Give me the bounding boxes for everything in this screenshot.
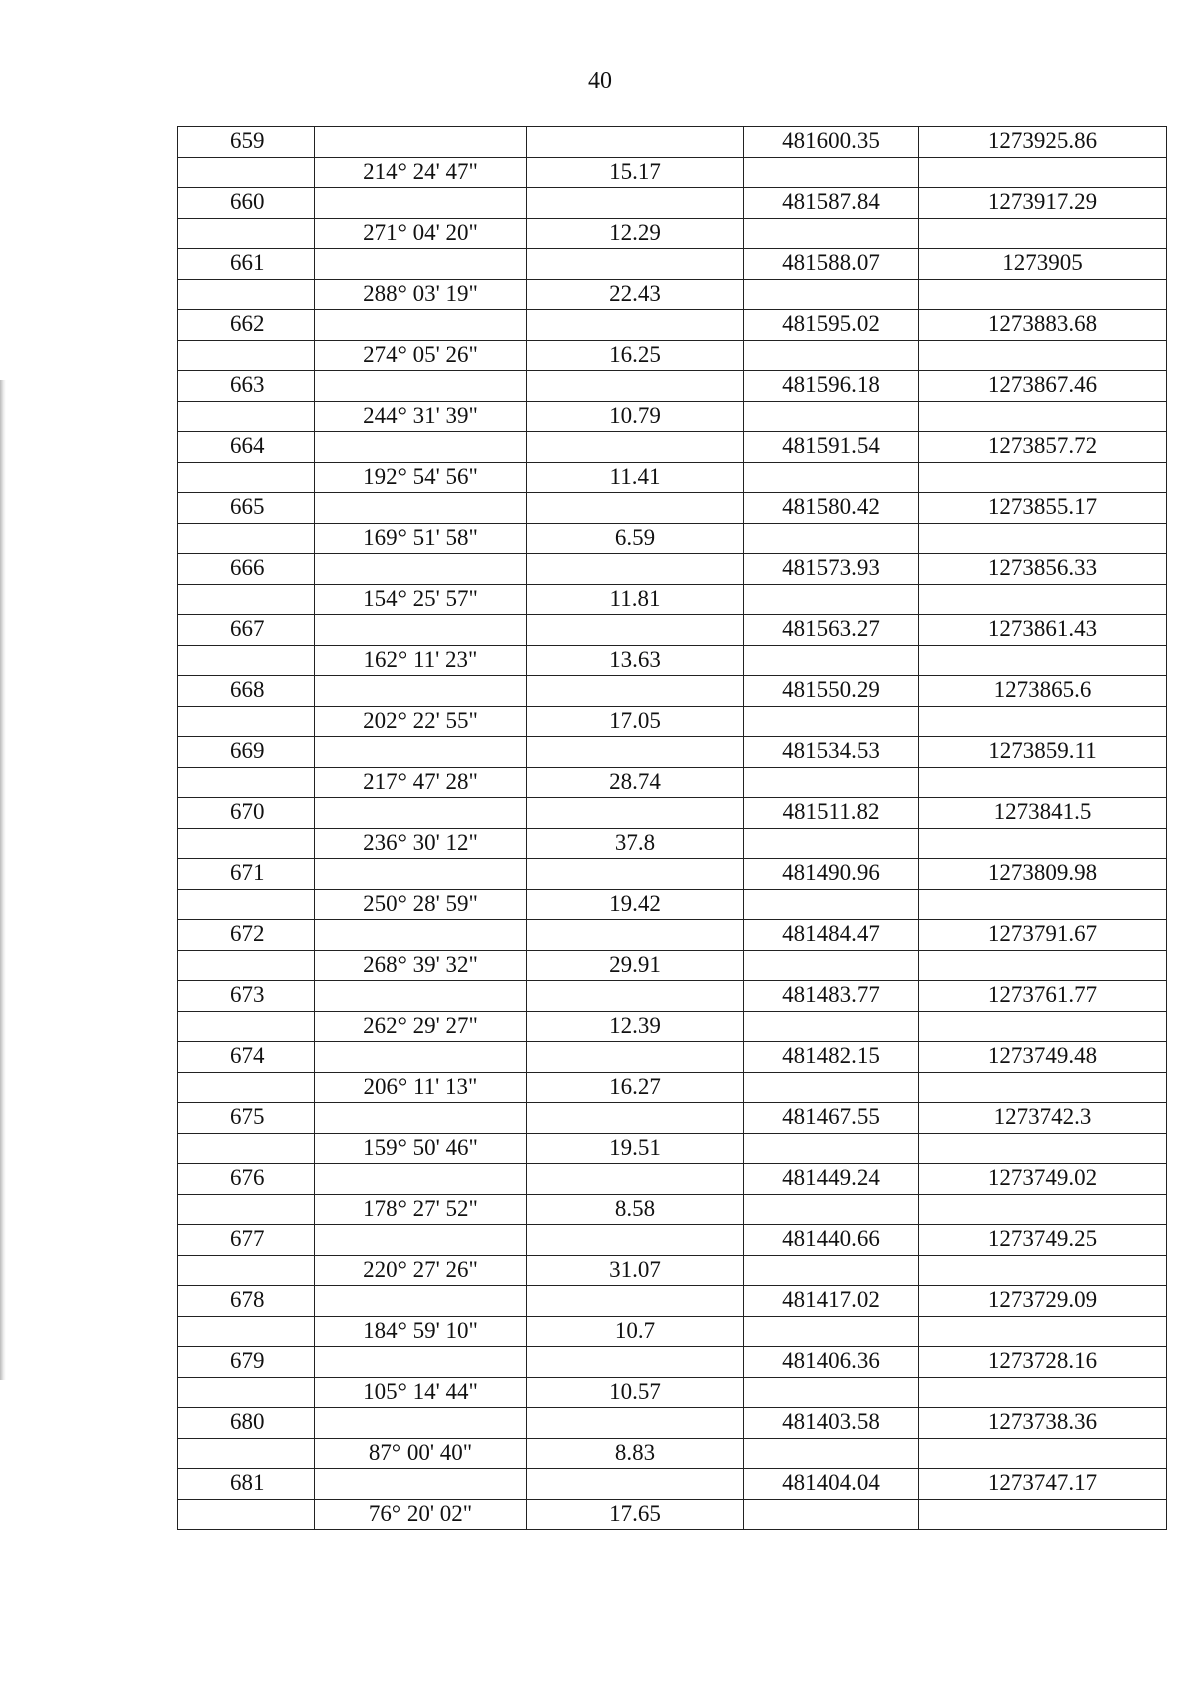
point-id-cell: 678	[178, 1286, 315, 1317]
empty-cell	[744, 279, 919, 310]
empty-cell	[178, 1194, 315, 1225]
x-coordinate-cell: 481534.53	[744, 737, 919, 768]
x-coordinate-cell: 481490.96	[744, 859, 919, 890]
distance-cell: 12.29	[527, 218, 744, 249]
distance-cell: 8.58	[527, 1194, 744, 1225]
segment-row	[178, 1072, 1167, 1103]
y-coordinate-cell: 1273841.5	[919, 798, 1167, 829]
distance-cell: 31.07	[527, 1255, 744, 1286]
empty-cell	[315, 1103, 527, 1134]
empty-cell	[315, 920, 527, 951]
y-coordinate-cell: 1273861.43	[919, 615, 1167, 646]
x-coordinate-cell: 481550.29	[744, 676, 919, 707]
empty-cell	[919, 645, 1167, 676]
segment-row	[178, 401, 1167, 432]
point-row	[178, 920, 1167, 951]
point-id-cell: 679	[178, 1347, 315, 1378]
empty-cell	[919, 1438, 1167, 1469]
point-row	[178, 1347, 1167, 1378]
empty-cell	[919, 1072, 1167, 1103]
point-id-cell: 672	[178, 920, 315, 951]
bearing-cell: 217° 47' 28"	[315, 767, 527, 798]
empty-cell	[744, 218, 919, 249]
point-row	[178, 981, 1167, 1012]
point-row	[178, 554, 1167, 585]
bearing-cell: 244° 31' 39"	[315, 401, 527, 432]
empty-cell	[744, 645, 919, 676]
y-coordinate-cell: 1273856.33	[919, 554, 1167, 585]
empty-cell	[919, 1499, 1167, 1530]
empty-cell	[178, 1499, 315, 1530]
bearing-cell: 169° 51' 58"	[315, 523, 527, 554]
empty-cell	[744, 1499, 919, 1530]
y-coordinate-cell: 1273857.72	[919, 432, 1167, 463]
empty-cell	[744, 462, 919, 493]
point-row	[178, 1042, 1167, 1073]
empty-cell	[178, 523, 315, 554]
empty-cell	[527, 127, 744, 158]
distance-cell: 10.57	[527, 1377, 744, 1408]
empty-cell	[178, 828, 315, 859]
empty-cell	[527, 981, 744, 1012]
distance-cell: 17.05	[527, 706, 744, 737]
point-row	[178, 859, 1167, 890]
segment-row	[178, 1377, 1167, 1408]
segment-row	[178, 584, 1167, 615]
empty-cell	[178, 1011, 315, 1042]
bearing-cell: 162° 11' 23"	[315, 645, 527, 676]
segment-row	[178, 1133, 1167, 1164]
page-number: 40	[588, 68, 612, 94]
distance-cell: 10.7	[527, 1316, 744, 1347]
segment-row	[178, 1011, 1167, 1042]
bearing-cell: 274° 05' 26"	[315, 340, 527, 371]
point-id-cell: 681	[178, 1469, 315, 1500]
empty-cell	[919, 889, 1167, 920]
point-row	[178, 1225, 1167, 1256]
empty-cell	[527, 859, 744, 890]
empty-cell	[919, 218, 1167, 249]
empty-cell	[744, 1377, 919, 1408]
y-coordinate-cell: 1273867.46	[919, 371, 1167, 402]
empty-cell	[527, 1347, 744, 1378]
empty-cell	[315, 676, 527, 707]
empty-cell	[527, 1469, 744, 1500]
empty-cell	[527, 371, 744, 402]
empty-cell	[178, 1438, 315, 1469]
point-id-cell: 667	[178, 615, 315, 646]
x-coordinate-cell: 481596.18	[744, 371, 919, 402]
point-row	[178, 1286, 1167, 1317]
empty-cell	[527, 798, 744, 829]
bearing-cell: 154° 25' 57"	[315, 584, 527, 615]
y-coordinate-cell: 1273883.68	[919, 310, 1167, 341]
segment-row	[178, 828, 1167, 859]
point-id-cell: 659	[178, 127, 315, 158]
empty-cell	[744, 828, 919, 859]
empty-cell	[919, 1133, 1167, 1164]
empty-cell	[527, 1042, 744, 1073]
empty-cell	[527, 737, 744, 768]
empty-cell	[315, 1469, 527, 1500]
empty-cell	[315, 615, 527, 646]
coordinate-table-body	[178, 127, 1167, 1530]
empty-cell	[744, 767, 919, 798]
empty-cell	[744, 1011, 919, 1042]
empty-cell	[744, 523, 919, 554]
empty-cell	[919, 279, 1167, 310]
empty-cell	[744, 1255, 919, 1286]
point-row	[178, 1408, 1167, 1439]
empty-cell	[527, 249, 744, 280]
empty-cell	[315, 432, 527, 463]
point-id-cell: 676	[178, 1164, 315, 1195]
empty-cell	[178, 279, 315, 310]
empty-cell	[527, 554, 744, 585]
empty-cell	[178, 889, 315, 920]
empty-cell	[315, 310, 527, 341]
bearing-cell: 236° 30' 12"	[315, 828, 527, 859]
empty-cell	[315, 127, 527, 158]
x-coordinate-cell: 481417.02	[744, 1286, 919, 1317]
empty-cell	[919, 1316, 1167, 1347]
segment-row	[178, 1499, 1167, 1530]
empty-cell	[527, 1225, 744, 1256]
point-id-cell: 670	[178, 798, 315, 829]
empty-cell	[744, 706, 919, 737]
bearing-cell: 192° 54' 56"	[315, 462, 527, 493]
point-row	[178, 737, 1167, 768]
distance-cell: 16.25	[527, 340, 744, 371]
x-coordinate-cell: 481483.77	[744, 981, 919, 1012]
y-coordinate-cell: 1273749.02	[919, 1164, 1167, 1195]
segment-row	[178, 1438, 1167, 1469]
empty-cell	[744, 1438, 919, 1469]
empty-cell	[178, 584, 315, 615]
distance-cell: 16.27	[527, 1072, 744, 1103]
x-coordinate-cell: 481595.02	[744, 310, 919, 341]
empty-cell	[315, 1286, 527, 1317]
distance-cell: 28.74	[527, 767, 744, 798]
y-coordinate-cell: 1273729.09	[919, 1286, 1167, 1317]
point-id-cell: 663	[178, 371, 315, 402]
bearing-cell: 184° 59' 10"	[315, 1316, 527, 1347]
empty-cell	[919, 767, 1167, 798]
empty-cell	[527, 1103, 744, 1134]
distance-cell: 22.43	[527, 279, 744, 310]
empty-cell	[178, 645, 315, 676]
bearing-cell: 76° 20' 02"	[315, 1499, 527, 1530]
y-coordinate-cell: 1273917.29	[919, 188, 1167, 219]
x-coordinate-cell: 481403.58	[744, 1408, 919, 1439]
x-coordinate-cell: 481588.07	[744, 249, 919, 280]
empty-cell	[744, 1194, 919, 1225]
x-coordinate-cell: 481511.82	[744, 798, 919, 829]
empty-cell	[178, 767, 315, 798]
empty-cell	[527, 1408, 744, 1439]
point-id-cell: 669	[178, 737, 315, 768]
empty-cell	[178, 218, 315, 249]
empty-cell	[178, 1072, 315, 1103]
distance-cell: 37.8	[527, 828, 744, 859]
empty-cell	[919, 1255, 1167, 1286]
point-row	[178, 310, 1167, 341]
empty-cell	[919, 157, 1167, 188]
point-row	[178, 127, 1167, 158]
segment-row	[178, 1316, 1167, 1347]
distance-cell: 12.39	[527, 1011, 744, 1042]
x-coordinate-cell: 481482.15	[744, 1042, 919, 1073]
empty-cell	[315, 981, 527, 1012]
empty-cell	[919, 1194, 1167, 1225]
bearing-cell: 262° 29' 27"	[315, 1011, 527, 1042]
y-coordinate-cell: 1273749.48	[919, 1042, 1167, 1073]
empty-cell	[919, 523, 1167, 554]
empty-cell	[178, 340, 315, 371]
empty-cell	[744, 401, 919, 432]
empty-cell	[527, 676, 744, 707]
empty-cell	[178, 401, 315, 432]
y-coordinate-cell: 1273747.17	[919, 1469, 1167, 1500]
empty-cell	[315, 493, 527, 524]
segment-row	[178, 462, 1167, 493]
y-coordinate-cell: 1273855.17	[919, 493, 1167, 524]
empty-cell	[178, 1316, 315, 1347]
empty-cell	[315, 371, 527, 402]
x-coordinate-cell: 481484.47	[744, 920, 919, 951]
x-coordinate-cell: 481587.84	[744, 188, 919, 219]
x-coordinate-cell: 481600.35	[744, 127, 919, 158]
x-coordinate-cell: 481591.54	[744, 432, 919, 463]
x-coordinate-cell: 481449.24	[744, 1164, 919, 1195]
point-id-cell: 677	[178, 1225, 315, 1256]
distance-cell: 15.17	[527, 157, 744, 188]
point-id-cell: 664	[178, 432, 315, 463]
segment-row	[178, 645, 1167, 676]
point-row	[178, 371, 1167, 402]
point-id-cell: 675	[178, 1103, 315, 1134]
bearing-cell: 159° 50' 46"	[315, 1133, 527, 1164]
segment-row	[178, 767, 1167, 798]
x-coordinate-cell: 481467.55	[744, 1103, 919, 1134]
empty-cell	[919, 462, 1167, 493]
y-coordinate-cell: 1273742.3	[919, 1103, 1167, 1134]
y-coordinate-cell: 1273905	[919, 249, 1167, 280]
empty-cell	[315, 249, 527, 280]
point-id-cell: 665	[178, 493, 315, 524]
empty-cell	[919, 950, 1167, 981]
empty-cell	[919, 706, 1167, 737]
distance-cell: 6.59	[527, 523, 744, 554]
empty-cell	[744, 950, 919, 981]
empty-cell	[178, 950, 315, 981]
y-coordinate-cell: 1273809.98	[919, 859, 1167, 890]
y-coordinate-cell: 1273738.36	[919, 1408, 1167, 1439]
point-row	[178, 676, 1167, 707]
point-id-cell: 673	[178, 981, 315, 1012]
distance-cell: 19.42	[527, 889, 744, 920]
empty-cell	[744, 1316, 919, 1347]
point-row	[178, 1103, 1167, 1134]
point-id-cell: 668	[178, 676, 315, 707]
empty-cell	[919, 401, 1167, 432]
bearing-cell: 250° 28' 59"	[315, 889, 527, 920]
bearing-cell: 288° 03' 19"	[315, 279, 527, 310]
y-coordinate-cell: 1273791.67	[919, 920, 1167, 951]
y-coordinate-cell: 1273925.86	[919, 127, 1167, 158]
point-row	[178, 798, 1167, 829]
empty-cell	[527, 310, 744, 341]
empty-cell	[178, 1133, 315, 1164]
bearing-cell: 202° 22' 55"	[315, 706, 527, 737]
empty-cell	[919, 828, 1167, 859]
point-row	[178, 1164, 1167, 1195]
bearing-cell: 105° 14' 44"	[315, 1377, 527, 1408]
point-row	[178, 1469, 1167, 1500]
empty-cell	[315, 1225, 527, 1256]
empty-cell	[527, 1164, 744, 1195]
empty-cell	[178, 462, 315, 493]
bearing-cell: 206° 11' 13"	[315, 1072, 527, 1103]
segment-row	[178, 340, 1167, 371]
empty-cell	[919, 1011, 1167, 1042]
empty-cell	[744, 889, 919, 920]
empty-cell	[527, 1286, 744, 1317]
bearing-cell: 271° 04' 20"	[315, 218, 527, 249]
empty-cell	[527, 615, 744, 646]
empty-cell	[315, 737, 527, 768]
empty-cell	[315, 1347, 527, 1378]
point-row	[178, 493, 1167, 524]
bearing-cell: 214° 24' 47"	[315, 157, 527, 188]
point-id-cell: 680	[178, 1408, 315, 1439]
point-id-cell: 674	[178, 1042, 315, 1073]
segment-row	[178, 157, 1167, 188]
segment-row	[178, 1255, 1167, 1286]
distance-cell: 17.65	[527, 1499, 744, 1530]
segment-row	[178, 218, 1167, 249]
bearing-cell: 87° 00' 40"	[315, 1438, 527, 1469]
empty-cell	[178, 1377, 315, 1408]
empty-cell	[744, 584, 919, 615]
empty-cell	[315, 1042, 527, 1073]
empty-cell	[315, 1164, 527, 1195]
empty-cell	[315, 188, 527, 219]
point-id-cell: 671	[178, 859, 315, 890]
point-row	[178, 249, 1167, 280]
point-id-cell: 660	[178, 188, 315, 219]
empty-cell	[919, 1377, 1167, 1408]
distance-cell: 29.91	[527, 950, 744, 981]
x-coordinate-cell: 481573.93	[744, 554, 919, 585]
y-coordinate-cell: 1273749.25	[919, 1225, 1167, 1256]
empty-cell	[744, 340, 919, 371]
empty-cell	[315, 859, 527, 890]
bearing-cell: 220° 27' 26"	[315, 1255, 527, 1286]
point-row	[178, 615, 1167, 646]
x-coordinate-cell: 481563.27	[744, 615, 919, 646]
segment-row	[178, 950, 1167, 981]
distance-cell: 13.63	[527, 645, 744, 676]
empty-cell	[919, 584, 1167, 615]
empty-cell	[527, 188, 744, 219]
point-row	[178, 432, 1167, 463]
empty-cell	[178, 1255, 315, 1286]
empty-cell	[527, 920, 744, 951]
segment-row	[178, 279, 1167, 310]
distance-cell: 11.41	[527, 462, 744, 493]
empty-cell	[315, 554, 527, 585]
y-coordinate-cell: 1273761.77	[919, 981, 1167, 1012]
x-coordinate-cell: 481406.36	[744, 1347, 919, 1378]
empty-cell	[744, 1133, 919, 1164]
y-coordinate-cell: 1273859.11	[919, 737, 1167, 768]
empty-cell	[315, 798, 527, 829]
scan-edge-shadow	[0, 380, 6, 1380]
segment-row	[178, 523, 1167, 554]
distance-cell: 8.83	[527, 1438, 744, 1469]
segment-row	[178, 889, 1167, 920]
empty-cell	[178, 706, 315, 737]
empty-cell	[744, 1072, 919, 1103]
distance-cell: 11.81	[527, 584, 744, 615]
segment-row	[178, 706, 1167, 737]
bearing-cell: 268° 39' 32"	[315, 950, 527, 981]
point-id-cell: 666	[178, 554, 315, 585]
point-id-cell: 661	[178, 249, 315, 280]
point-row	[178, 188, 1167, 219]
empty-cell	[919, 340, 1167, 371]
empty-cell	[315, 1408, 527, 1439]
point-id-cell: 662	[178, 310, 315, 341]
empty-cell	[178, 157, 315, 188]
x-coordinate-cell: 481440.66	[744, 1225, 919, 1256]
y-coordinate-cell: 1273728.16	[919, 1347, 1167, 1378]
x-coordinate-cell: 481580.42	[744, 493, 919, 524]
segment-row	[178, 1194, 1167, 1225]
empty-cell	[527, 493, 744, 524]
distance-cell: 19.51	[527, 1133, 744, 1164]
y-coordinate-cell: 1273865.6	[919, 676, 1167, 707]
bearing-cell: 178° 27' 52"	[315, 1194, 527, 1225]
x-coordinate-cell: 481404.04	[744, 1469, 919, 1500]
coordinate-table	[177, 126, 1167, 1530]
empty-cell	[744, 157, 919, 188]
distance-cell: 10.79	[527, 401, 744, 432]
empty-cell	[527, 432, 744, 463]
